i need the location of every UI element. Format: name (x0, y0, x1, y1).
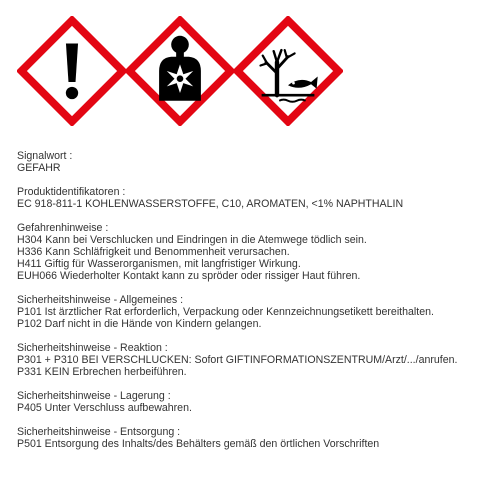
product-identifier-value: EC 918-811-1 KOHLENWASSERSTOFFE, C10, AROMATEN, <1% NAPHTHALIN (17, 198, 404, 210)
signal-word-section (17, 150, 487, 174)
product-identifier-title: Produktidentifikatoren : (17, 186, 126, 198)
ghs-pictograms (17, 16, 347, 136)
hazard-statement: H411 Giftig für Wasserorganismen, mit langfristiger Wirkung. (17, 258, 301, 270)
environment-hazard-pictogram (233, 16, 343, 126)
signal-word-value: GEFAHR (17, 162, 61, 174)
precautionary-statement: P501 Entsorgung des Inhalts/des Behälters gemäß den örtlichen Vorschriften (17, 438, 380, 450)
precautionary-general-section (17, 294, 487, 330)
precautionary-reaction-section (17, 342, 487, 378)
precautionary-statement: P301 + P310 BEI VERSCHLUCKEN: Sofort GIFTINFORMATIONSZENTRUM/Arzt/.../anrufen. (17, 354, 458, 366)
hazard-statement: H304 Kann bei Verschlucken und Eindringen in die Atemwege tödlich sein. (17, 234, 367, 246)
hazard-statement: H336 Kann Schläfrigkeit und Benommenheit verursachen. (17, 246, 290, 258)
signal-word-title: Signalwort : (17, 150, 73, 162)
product-identifier-section (17, 186, 487, 210)
health-hazard-icon (125, 16, 235, 126)
environment-hazard-icon (233, 16, 343, 126)
precautionary-reaction-title: Sicherheitshinweise - Reaktion : (17, 342, 168, 354)
precautionary-disposal-title: Sicherheitshinweise - Entsorgung : (17, 426, 181, 438)
exclamation-mark-icon (17, 16, 127, 126)
precautionary-storage-section (17, 390, 487, 414)
safety-label-text (17, 150, 487, 462)
hazard-statements-title: Gefahrenhinweise : (17, 222, 109, 234)
exclamation-mark-pictogram (17, 16, 127, 126)
precautionary-statement: P102 Darf nicht in die Hände von Kindern gelangen. (17, 318, 262, 330)
hazard-statement: EUH066 Wiederholter Kontakt kann zu spröder oder rissiger Haut führen. (17, 270, 361, 282)
precautionary-statement: P101 Ist ärztlicher Rat erforderlich, Verpackung oder Kennzeichnungsetikett bereithalten. (17, 306, 434, 318)
precautionary-storage-title: Sicherheitshinweise - Lagerung : (17, 390, 171, 402)
hazard-statements-section (17, 222, 487, 282)
precautionary-statement: P405 Unter Verschluss aufbewahren. (17, 402, 192, 414)
precautionary-disposal-section (17, 426, 487, 450)
health-hazard-pictogram (125, 16, 235, 126)
precautionary-general-title: Sicherheitshinweise - Allgemeines : (17, 294, 184, 306)
precautionary-statement: P331 KEIN Erbrechen herbeiführen. (17, 366, 187, 378)
